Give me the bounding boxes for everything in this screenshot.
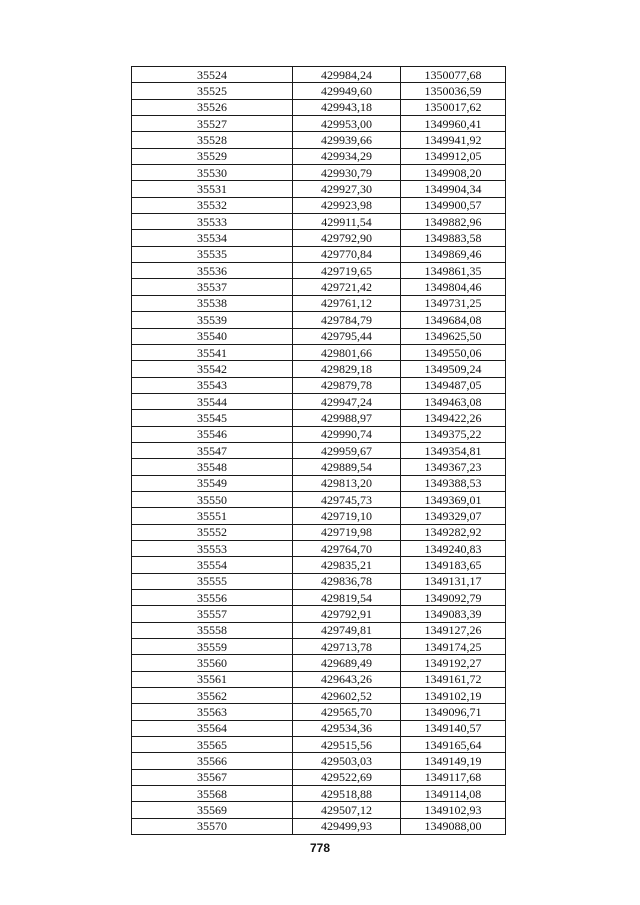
table-row [132,769,506,785]
y-coordinate-cell: 1349912,05 [401,148,506,164]
point-id-cell: 35564 [132,720,293,736]
y-coordinate-cell: 1349102,19 [401,688,506,704]
table-row [132,99,506,115]
x-coordinate-cell: 429836,78 [293,573,401,589]
y-coordinate-cell: 1349883,58 [401,230,506,246]
point-id-cell: 35533 [132,214,293,230]
x-coordinate-cell: 429515,56 [293,737,401,753]
y-coordinate-cell: 1350017,62 [401,99,506,115]
y-coordinate-cell: 1349388,53 [401,475,506,491]
point-id-cell: 35548 [132,459,293,475]
x-coordinate-cell: 429761,12 [293,295,401,311]
point-id-cell: 35544 [132,393,293,409]
y-coordinate-cell: 1349882,96 [401,214,506,230]
x-coordinate-cell: 429602,52 [293,688,401,704]
y-coordinate-cell: 1349282,92 [401,524,506,540]
table-row [132,818,506,834]
y-coordinate-cell: 1349367,23 [401,459,506,475]
point-id-cell: 35537 [132,279,293,295]
x-coordinate-cell: 429792,91 [293,606,401,622]
x-coordinate-cell: 429792,90 [293,230,401,246]
table-row [132,475,506,491]
y-coordinate-cell: 1349329,07 [401,508,506,524]
coordinates-table-body [132,67,506,835]
table-row [132,214,506,230]
table-row [132,279,506,295]
x-coordinate-cell: 429835,21 [293,557,401,573]
point-id-cell: 35558 [132,622,293,638]
coordinates-table-container [131,66,504,835]
x-coordinate-cell: 429911,54 [293,214,401,230]
point-id-cell: 35557 [132,606,293,622]
point-id-cell: 35524 [132,67,293,83]
table-row [132,263,506,279]
point-id-cell: 35545 [132,410,293,426]
table-row [132,753,506,769]
table-row [132,328,506,344]
y-coordinate-cell: 1349900,57 [401,197,506,213]
x-coordinate-cell: 429947,24 [293,393,401,409]
y-coordinate-cell: 1349960,41 [401,116,506,132]
y-coordinate-cell: 1349869,46 [401,246,506,262]
y-coordinate-cell: 1349114,08 [401,786,506,802]
point-id-cell: 35535 [132,246,293,262]
y-coordinate-cell: 1349183,65 [401,557,506,573]
y-coordinate-cell: 1349509,24 [401,361,506,377]
table-row [132,344,506,360]
table-row [132,671,506,687]
point-id-cell: 35565 [132,737,293,753]
point-id-cell: 35549 [132,475,293,491]
table-row [132,639,506,655]
point-id-cell: 35527 [132,116,293,132]
x-coordinate-cell: 429507,12 [293,802,401,818]
coordinates-table [131,66,506,835]
table-row [132,230,506,246]
x-coordinate-cell: 429813,20 [293,475,401,491]
y-coordinate-cell: 1349354,81 [401,442,506,458]
y-coordinate-cell: 1349861,35 [401,263,506,279]
point-id-cell: 35534 [132,230,293,246]
y-coordinate-cell: 1349240,83 [401,540,506,556]
x-coordinate-cell: 429719,10 [293,508,401,524]
point-id-cell: 35551 [132,508,293,524]
x-coordinate-cell: 429745,73 [293,491,401,507]
table-row [132,377,506,393]
point-id-cell: 35543 [132,377,293,393]
x-coordinate-cell: 429643,26 [293,671,401,687]
y-coordinate-cell: 1349092,79 [401,590,506,606]
x-coordinate-cell: 429934,29 [293,148,401,164]
y-coordinate-cell: 1349625,50 [401,328,506,344]
x-coordinate-cell: 429503,03 [293,753,401,769]
x-coordinate-cell: 429522,69 [293,769,401,785]
x-coordinate-cell: 429927,30 [293,181,401,197]
table-row [132,557,506,573]
x-coordinate-cell: 429939,66 [293,132,401,148]
point-id-cell: 35552 [132,524,293,540]
table-row [132,295,506,311]
table-row [132,590,506,606]
point-id-cell: 35539 [132,312,293,328]
x-coordinate-cell: 429949,60 [293,83,401,99]
y-coordinate-cell: 1349375,22 [401,426,506,442]
table-row [132,540,506,556]
x-coordinate-cell: 429959,67 [293,442,401,458]
table-row [132,573,506,589]
table-row [132,688,506,704]
table-row [132,67,506,83]
point-id-cell: 35569 [132,802,293,818]
table-row [132,786,506,802]
y-coordinate-cell: 1350077,68 [401,67,506,83]
x-coordinate-cell: 429534,36 [293,720,401,736]
table-row [132,720,506,736]
x-coordinate-cell: 429770,84 [293,246,401,262]
x-coordinate-cell: 429923,98 [293,197,401,213]
point-id-cell: 35541 [132,344,293,360]
x-coordinate-cell: 429565,70 [293,704,401,720]
y-coordinate-cell: 1349083,39 [401,606,506,622]
point-id-cell: 35526 [132,99,293,115]
point-id-cell: 35559 [132,639,293,655]
point-id-cell: 35555 [132,573,293,589]
y-coordinate-cell: 1350036,59 [401,83,506,99]
x-coordinate-cell: 429713,78 [293,639,401,655]
point-id-cell: 35546 [132,426,293,442]
point-id-cell: 35530 [132,165,293,181]
y-coordinate-cell: 1349684,08 [401,312,506,328]
y-coordinate-cell: 1349550,06 [401,344,506,360]
table-row [132,802,506,818]
page-number: 778 [309,841,331,855]
table-row [132,606,506,622]
table-row [132,737,506,753]
point-id-cell: 35553 [132,540,293,556]
x-coordinate-cell: 429795,44 [293,328,401,344]
x-coordinate-cell: 429499,93 [293,818,401,834]
point-id-cell: 35531 [132,181,293,197]
point-id-cell: 35561 [132,671,293,687]
y-coordinate-cell: 1349422,26 [401,410,506,426]
table-row [132,246,506,262]
point-id-cell: 35536 [132,263,293,279]
point-id-cell: 35532 [132,197,293,213]
y-coordinate-cell: 1349463,08 [401,393,506,409]
x-coordinate-cell: 429990,74 [293,426,401,442]
point-id-cell: 35556 [132,590,293,606]
table-row [132,132,506,148]
y-coordinate-cell: 1349117,68 [401,769,506,785]
table-row [132,197,506,213]
y-coordinate-cell: 1349131,17 [401,573,506,589]
x-coordinate-cell: 429829,18 [293,361,401,377]
x-coordinate-cell: 429721,42 [293,279,401,295]
y-coordinate-cell: 1349941,92 [401,132,506,148]
y-coordinate-cell: 1349804,46 [401,279,506,295]
table-row [132,491,506,507]
x-coordinate-cell: 429819,54 [293,590,401,606]
x-coordinate-cell: 429930,79 [293,165,401,181]
x-coordinate-cell: 429764,70 [293,540,401,556]
y-coordinate-cell: 1349908,20 [401,165,506,181]
point-id-cell: 35528 [132,132,293,148]
table-row [132,181,506,197]
x-coordinate-cell: 429784,79 [293,312,401,328]
x-coordinate-cell: 429889,54 [293,459,401,475]
table-row [132,704,506,720]
y-coordinate-cell: 1349369,01 [401,491,506,507]
table-row [132,116,506,132]
point-id-cell: 35538 [132,295,293,311]
point-id-cell: 35560 [132,655,293,671]
x-coordinate-cell: 429749,81 [293,622,401,638]
table-row [132,426,506,442]
y-coordinate-cell: 1349102,93 [401,802,506,818]
table-row [132,148,506,164]
point-id-cell: 35525 [132,83,293,99]
table-row [132,622,506,638]
point-id-cell: 35529 [132,148,293,164]
table-row [132,312,506,328]
x-coordinate-cell: 429984,24 [293,67,401,83]
y-coordinate-cell: 1349904,34 [401,181,506,197]
y-coordinate-cell: 1349161,72 [401,671,506,687]
y-coordinate-cell: 1349165,64 [401,737,506,753]
point-id-cell: 35566 [132,753,293,769]
y-coordinate-cell: 1349192,27 [401,655,506,671]
y-coordinate-cell: 1349088,00 [401,818,506,834]
y-coordinate-cell: 1349731,25 [401,295,506,311]
point-id-cell: 35554 [132,557,293,573]
point-id-cell: 35542 [132,361,293,377]
x-coordinate-cell: 429801,66 [293,344,401,360]
x-coordinate-cell: 429943,18 [293,99,401,115]
table-row [132,508,506,524]
x-coordinate-cell: 429518,88 [293,786,401,802]
x-coordinate-cell: 429689,49 [293,655,401,671]
point-id-cell: 35562 [132,688,293,704]
point-id-cell: 35540 [132,328,293,344]
y-coordinate-cell: 1349487,05 [401,377,506,393]
table-row [132,393,506,409]
x-coordinate-cell: 429719,98 [293,524,401,540]
table-row [132,165,506,181]
point-id-cell: 35547 [132,442,293,458]
table-row [132,442,506,458]
table-row [132,410,506,426]
table-row [132,655,506,671]
point-id-cell: 35563 [132,704,293,720]
point-id-cell: 35550 [132,491,293,507]
y-coordinate-cell: 1349149,19 [401,753,506,769]
y-coordinate-cell: 1349174,25 [401,639,506,655]
point-id-cell: 35570 [132,818,293,834]
table-row [132,83,506,99]
x-coordinate-cell: 429879,78 [293,377,401,393]
y-coordinate-cell: 1349140,57 [401,720,506,736]
table-row [132,524,506,540]
x-coordinate-cell: 429719,65 [293,263,401,279]
y-coordinate-cell: 1349127,26 [401,622,506,638]
point-id-cell: 35568 [132,786,293,802]
table-row [132,459,506,475]
x-coordinate-cell: 429953,00 [293,116,401,132]
point-id-cell: 35567 [132,769,293,785]
x-coordinate-cell: 429988,97 [293,410,401,426]
table-row [132,361,506,377]
y-coordinate-cell: 1349096,71 [401,704,506,720]
